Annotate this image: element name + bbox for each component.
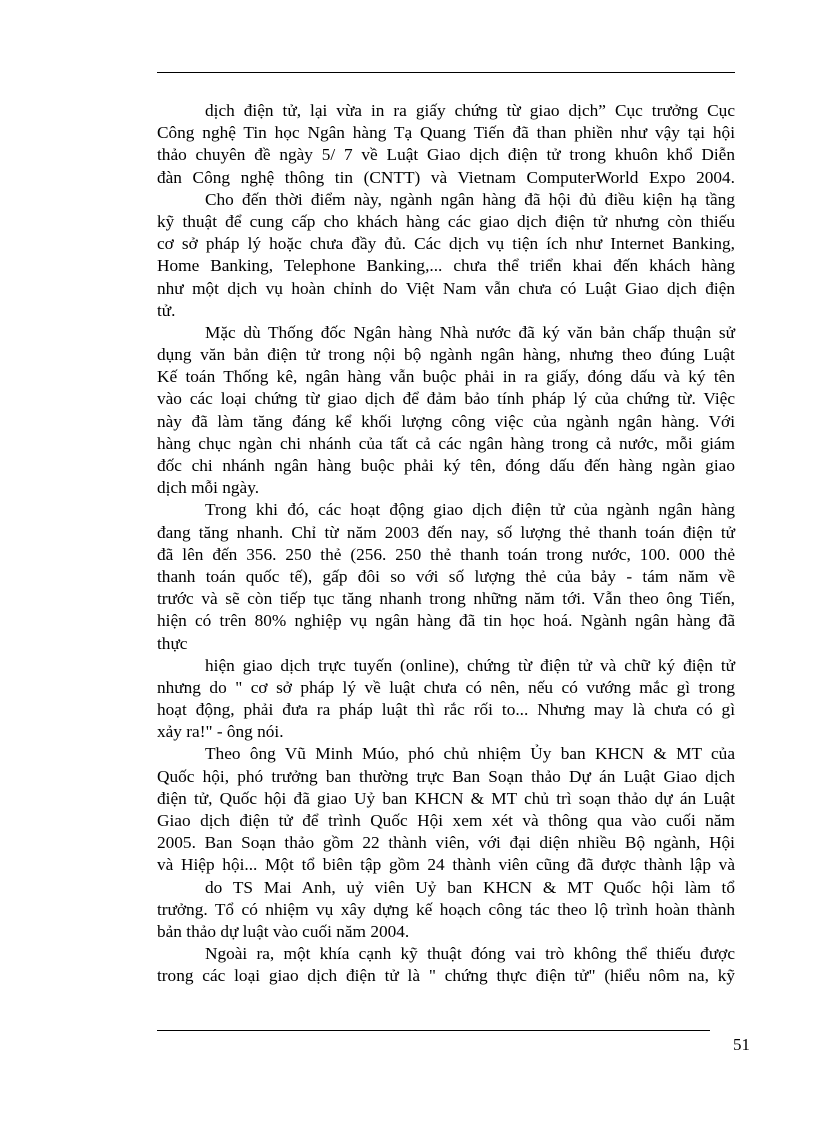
- text-line: dịch mỗi ngày.: [157, 478, 260, 498]
- text-line: đốc chi nhánh ngân hàng buộc phải ký tên, đóng dấu đến hàng ngàn giao: [157, 456, 735, 475]
- text-line: Giao dịch điện tử để trình Quốc Hội xem xét và thông qua vào cuối năm: [157, 811, 735, 830]
- text-line: Kế toán Thống kê, ngân hàng vẫn buộc phải in ra giấy, đóng dấu và ký tên: [157, 367, 735, 387]
- text-line: thực: [157, 633, 188, 653]
- text-line: đàn Công nghệ thông tin (CNTT) và Vietnam ComputerWorld Expo 2004.: [157, 167, 735, 187]
- text-line: Mặc dù Thống đốc Ngân hàng Nhà nước đã ký văn bản chấp thuận sử: [205, 322, 735, 342]
- text-line: đang tăng nhanh. Chỉ từ năm 2003 đến nay, số lượng thẻ thanh toán điện tử: [157, 522, 735, 542]
- text-line: cơ sở pháp lý hoặc chưa đầy đủ. Các dịch vụ tiện ích như Internet Banking,: [157, 234, 735, 254]
- text-line: dụng văn bản điện tử trong nội bộ ngành ngân hàng, nhưng theo đúng Luật: [157, 345, 735, 365]
- body-text: [157, 100, 735, 988]
- text-line: Theo ông Vũ Minh Múo, phó chủ nhiệm Ủy ban KHCN & MT của: [205, 744, 735, 764]
- header-rule: [157, 72, 735, 73]
- text-line: hiện có trên 80% nghiệp vụ ngân hàng đã tin học hoá. Ngành ngân hàng đã: [157, 611, 735, 631]
- text-line: 2005. Ban Soạn thảo gồm 22 thành viên, với đại diện nhiều Bộ ngành, Hội: [157, 833, 735, 853]
- text-line: này đã làm tăng đáng kể khối lượng công việc của ngành ngân hàng. Với: [157, 411, 735, 431]
- text-line: tử.: [157, 300, 176, 320]
- page-number: 51: [733, 1035, 750, 1054]
- text-line: bản thảo dự luật vào cuối năm 2004.: [157, 921, 410, 941]
- text-line: hiện giao dịch trực tuyến (online), chứng từ điện tử và chữ ký điện tử: [205, 655, 735, 675]
- text-line: Trong khi đó, các hoạt động giao dịch điện tử của ngành ngân hàng: [205, 500, 735, 520]
- text-line: kỹ thuật để cung cấp cho khách hàng các giao dịch điện tử nhưng còn thiếu: [157, 211, 735, 231]
- text-line: Ngoài ra, một khía cạnh kỹ thuật đóng vai trò không thể thiếu được: [205, 944, 735, 964]
- text-line: như một dịch vụ hoàn chỉnh do Việt Nam vẫn chưa có Luật Giao dịch điện: [157, 278, 735, 298]
- text-line: thảo chuyên đề ngày 5/ 7 về Luật Giao dịch điện tử trong khuôn khổ Diễn: [157, 145, 735, 165]
- text-line: xảy ra!" - ông nói.: [157, 722, 284, 742]
- text-line: do TS Mai Anh, uỷ viên Uỷ ban KHCN & MT Quốc hội làm tổ: [205, 877, 735, 897]
- text-line: trưởng. Tổ có nhiệm vụ xây dựng kế hoạch công tác theo lộ trình hoàn thành: [157, 899, 735, 919]
- text-line: điện tử, Quốc hội đã giao Uỷ ban KHCN & MT chủ trì soạn thảo dự án Luật: [157, 788, 735, 808]
- text-line: Công nghệ Tin học Ngân hàng Tạ Quang Tiến đã than phiền như vậy tại hội: [157, 123, 735, 143]
- text-line: thanh toán quốc tế), gấp đôi so với số lượng thẻ của bảy - tám năm về: [157, 566, 735, 586]
- text-line: vào các loại chứng từ giao dịch để đảm bảo tính pháp lý của chứng từ. Việc: [157, 389, 735, 409]
- text-line: và Hiệp hội... Một tổ biên tập gồm 24 thành viên cũng đã được thành lập và: [157, 855, 735, 875]
- text-line: Quốc hội, phó trưởng ban thường trực Ban Soạn thảo Dự án Luật Giao dịch: [157, 766, 735, 786]
- text-line: dịch điện tử, lại vừa in ra giấy chứng từ giao dịch” Cục trưởng Cục: [205, 101, 735, 120]
- footer-rule: [157, 1030, 710, 1031]
- text-line: hoạt động, phải đưa ra pháp luật thì rắc rối to... Nhưng may là chưa có gì: [157, 700, 735, 720]
- text-line: trước và sẽ còn tiếp tục tăng nhanh trong những năm tới. Vẫn theo ông Tiến,: [157, 589, 735, 609]
- text-line: Home Banking, Telephone Banking,... chưa thể triển khai đến khách hàng: [157, 256, 735, 276]
- text-line: đã lên đến 356. 250 thẻ (256. 250 thẻ thanh toán trong nước, 100. 000 thẻ: [157, 544, 735, 564]
- text-line: hàng chục ngàn chi nhánh của tất cả các ngân hàng trong cả nước, mỗi giám: [157, 433, 735, 453]
- text-line: nhưng do " cơ sở pháp lý về luật chưa có nên, nếu có vướng mắc gì trong: [157, 677, 735, 697]
- text-line: Cho đến thời điểm này, ngành ngân hàng đã hội đủ điều kiện hạ tầng: [205, 189, 735, 209]
- text-line: trong các loại giao dịch điện tử là " chứng thực điện tử" (hiểu nôm na, kỹ: [157, 966, 735, 986]
